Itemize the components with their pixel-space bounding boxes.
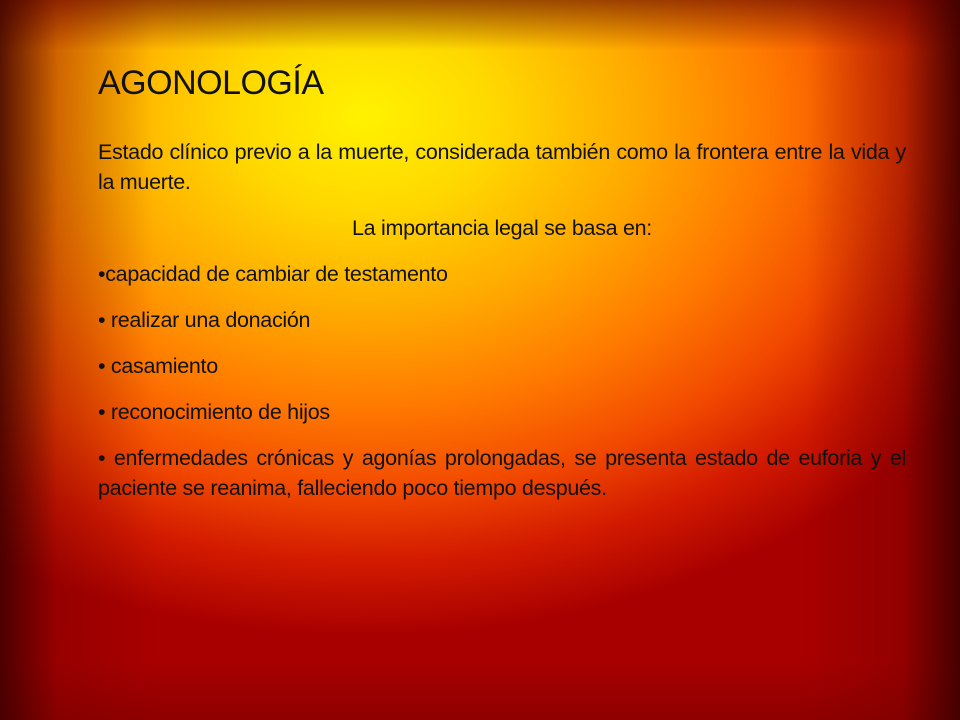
list-item: •capacidad de cambiar de testamento [98,262,448,286]
list-item: • realizar una donación [98,308,311,332]
list-item: • casamiento [98,354,218,378]
list-item: • enfermedades crónicas y agonías prolongadas, se presenta estado de euforia y el paciente se reanima, falleciendo poco tiempo después. [98,446,906,500]
slide-title: AGONOLOGÍA [98,64,324,102]
intro-paragraph: Estado clínico previo a la muerte, considerada también como la frontera entre la vida y la muerte. [98,140,906,194]
slide-body [98,137,906,503]
list-item: • reconocimiento de hijos [98,400,330,424]
subheading: La importancia legal se basa en: [352,216,652,240]
